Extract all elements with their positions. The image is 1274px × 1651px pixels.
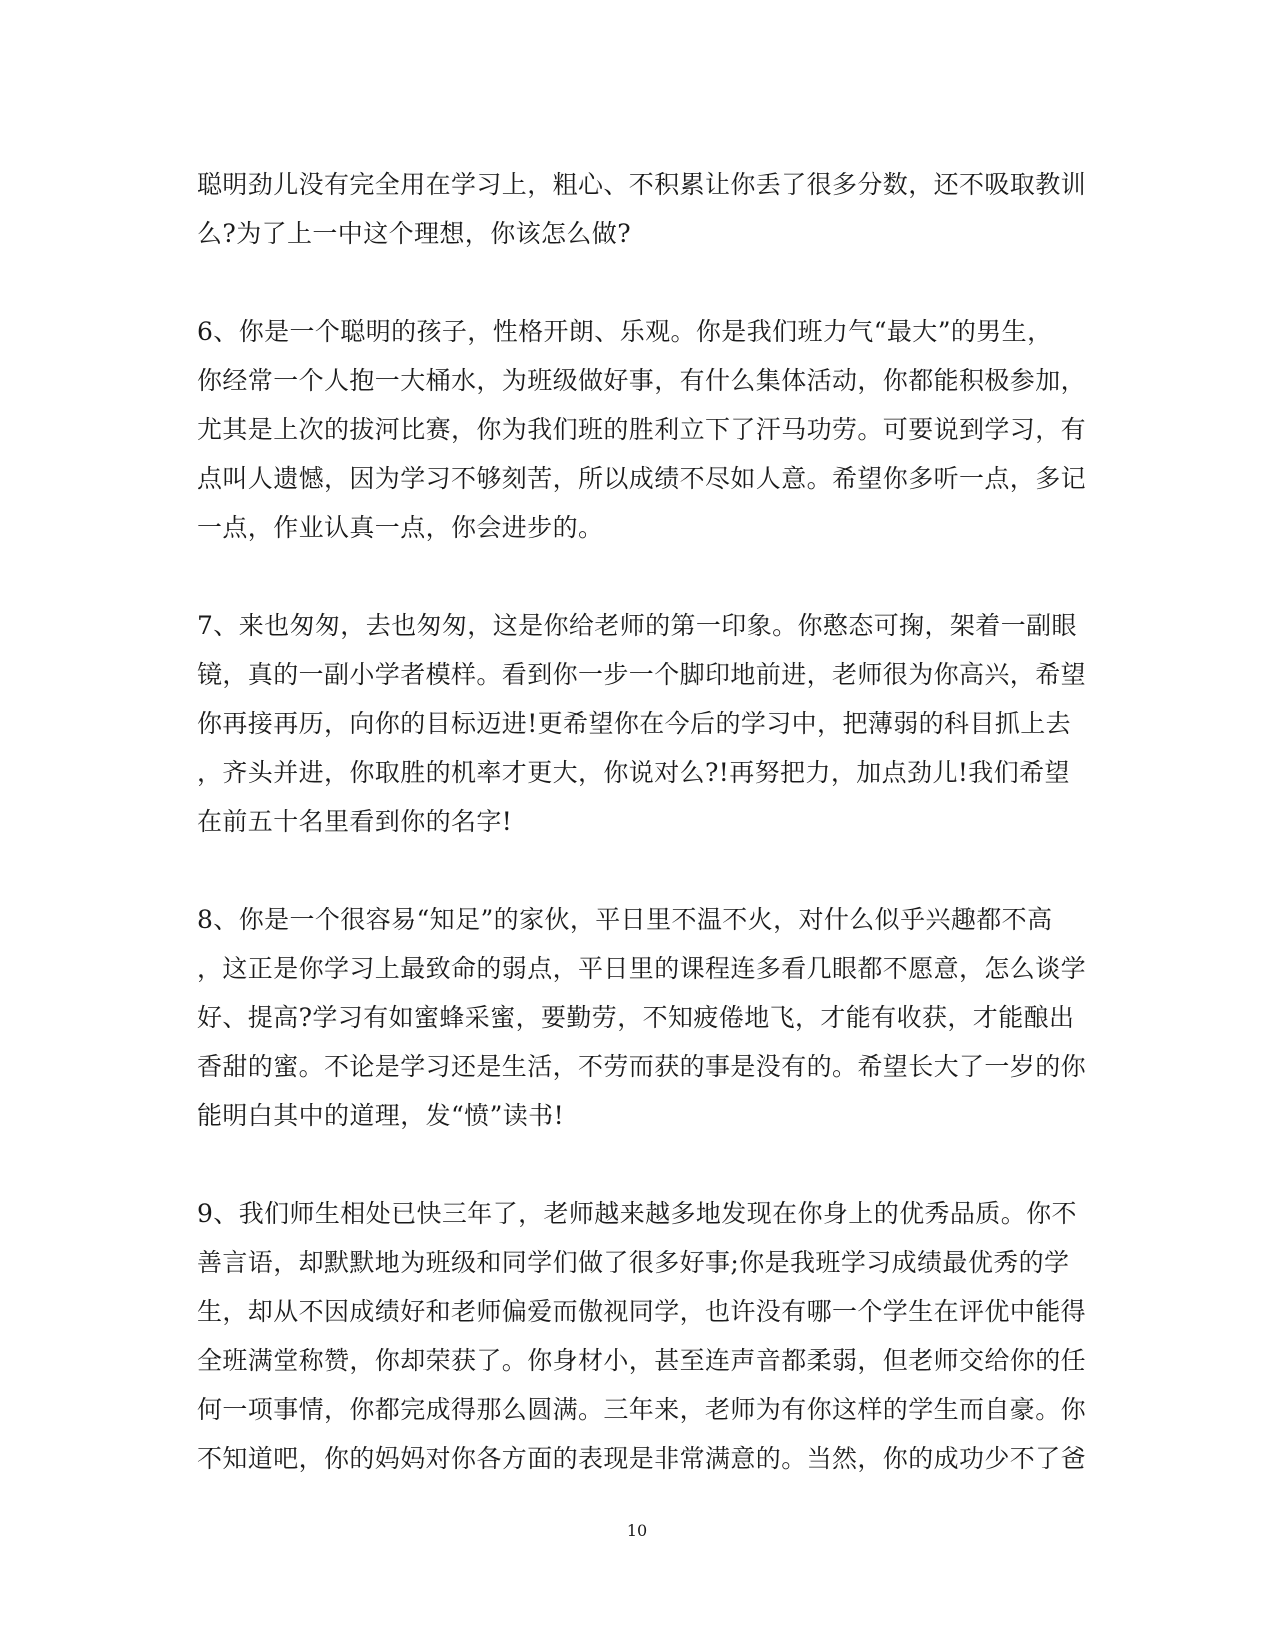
text-line: 全班满堂称赞，你却荣获了。你身材小，甚至连声音都柔弱，但老师交给你的任 xyxy=(197,1346,1087,1375)
text-line: 聪明劲儿没有完全用在学习上，粗心、不积累让你丢了很多分数，还不吸取教训 xyxy=(197,170,1087,199)
text-line: 好、提高?学习有如蜜蜂采蜜，要勤劳，不知疲倦地飞，才能有收获，才能酿出 xyxy=(197,1003,1075,1032)
text-line: 7、来也匆匆，去也匆匆，这是你给老师的第一印象。你憨态可掬，架着一副眼 xyxy=(197,611,1077,640)
text-line: 9、我们师生相处已快三年了，老师越来越多地发现在你身上的优秀品质。你不 xyxy=(197,1199,1077,1228)
text-line: 在前五十名里看到你的名字! xyxy=(197,807,513,836)
text-line: 你再接再历，向你的目标迈进!更希望你在今后的学习中，把薄弱的科目抓上去 xyxy=(197,709,1072,738)
text-line: 镜，真的一副小学者模样。看到你一步一个脚印地前进，老师很为你高兴，希望 xyxy=(197,660,1087,689)
text-line: 不知道吧，你的妈妈对你各方面的表现是非常满意的。当然，你的成功少不了爸 xyxy=(197,1444,1087,1473)
text-line: 6、你是一个聪明的孩子，性格开朗、乐观。你是我们班力气“最大”的男生， xyxy=(197,317,1053,346)
text-line: 8、你是一个很容易“知足”的家伙，平日里不温不火，对什么似乎兴趣都不高 xyxy=(197,905,1053,934)
text-line: 香甜的蜜。不论是学习还是生活，不劳而获的事是没有的。希望长大了一岁的你 xyxy=(197,1052,1087,1081)
text-line: 么?为了上一中这个理想，你该怎么做? xyxy=(197,219,632,248)
paragraph-7 xyxy=(197,601,1087,846)
text-line: 点叫人遗憾，因为学习不够刻苦，所以成绩不尽如人意。希望你多听一点，多记 xyxy=(197,464,1087,493)
paragraph-8 xyxy=(197,895,1087,1140)
paragraph-6 xyxy=(197,307,1087,552)
page-number: 10 xyxy=(626,1521,648,1540)
body-text xyxy=(197,160,1087,1532)
text-line: 何一项事情，你都完成得那么圆满。三年来，老师为有你这样的学生而自豪。你 xyxy=(197,1395,1087,1424)
text-line: 一点，作业认真一点，你会进步的。 xyxy=(197,513,604,542)
paragraph-9 xyxy=(197,1189,1087,1483)
text-line: ，齐头并进，你取胜的机率才更大，你说对么?!再努把力，加点劲儿!我们希望 xyxy=(197,758,1070,787)
text-line: ，这正是你学习上最致命的弱点，平日里的课程连多看几眼都不愿意，怎么谈学 xyxy=(197,954,1087,983)
text-line: 生，却从不因成绩好和老师偏爱而傲视同学，也许没有哪一个学生在评优中能得 xyxy=(197,1297,1087,1326)
text-line: 善言语，却默默地为班级和同学们做了很多好事;你是我班学习成绩最优秀的学 xyxy=(197,1248,1070,1277)
text-line: 尤其是上次的拔河比赛，你为我们班的胜利立下了汗马功劳。可要说到学习，有 xyxy=(197,415,1087,444)
text-line: 能明白其中的道理，发“愤”读书! xyxy=(197,1101,565,1130)
paragraph-5-continued xyxy=(197,160,1087,258)
text-line: 你经常一个人抱一大桶水，为班级做好事，有什么集体活动，你都能积极参加， xyxy=(197,366,1087,395)
